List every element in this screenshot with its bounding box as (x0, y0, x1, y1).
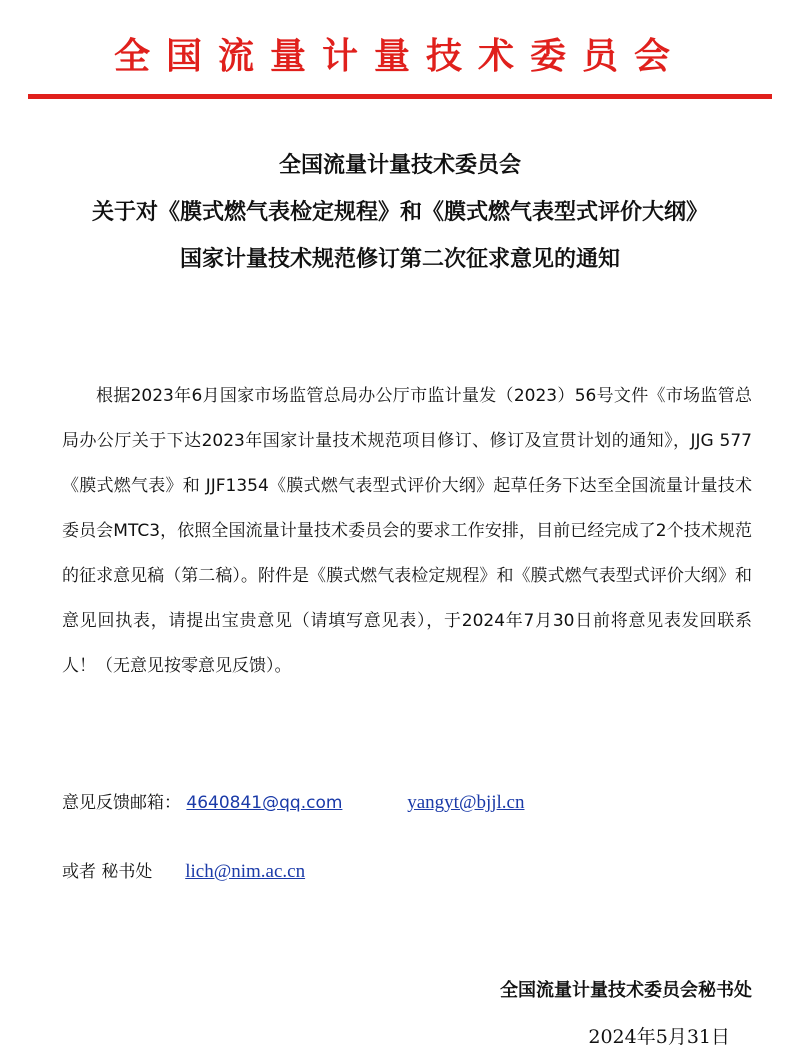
title-line-1: 全国流量计量技术委员会 (278, 153, 521, 178)
notice-body (62, 374, 752, 689)
feedback-email-label: 意见反馈邮箱： (62, 793, 181, 813)
issue-date: 2024年5月31日 (588, 1026, 730, 1048)
email-link-nim[interactable]: lich@nim.ac.cn (185, 861, 306, 882)
body-paragraph: 根据2023年6月国家市场监管总局办公厅市监计量发（2023）56号文件《市场监管总局办公厅关于下达2023年国家计量技术规范项目修订、修订及宣贯计划的通知》，JJG 577《膜式燃气表》和 JJF1354《膜式燃气表型式评价大纲》起草任务下达至全国流量计量技术委员会MTC3，依照全国流量计量技术委员会的要求工作安排，目前已经完成了2个技术规范的征求意见稿（第二稿）。附件是《膜式燃气表检定规程》和《膜式燃气表型式评价大纲》和意见回执表，请提出宝贵意见（请填写意见表），于2024年7月30日前将意见表发回联系人！（无意见按零意见反馈）。 (62, 386, 752, 676)
letterhead-title: 全国流量计量技术委员会 (113, 36, 686, 77)
secretariat-label: 或者 秘书处 (62, 862, 153, 882)
secretariat-email-line (62, 857, 305, 883)
signature: 全国流量计量技术委员会秘书处 (500, 980, 752, 1001)
notice-title (0, 142, 800, 283)
letterhead-divider (28, 94, 772, 99)
email-link-qq[interactable]: 4640841@qq.com (186, 793, 343, 813)
email-link-bjjl[interactable]: yangyt@bjjl.cn (407, 792, 525, 813)
title-line-2: 关于对《膜式燃气表检定规程》和《膜式燃气表型式评价大纲》 (91, 200, 708, 225)
title-line-3: 国家计量技术规范修订第二次征求意见的通知 (179, 247, 620, 272)
feedback-email-line (62, 788, 524, 814)
